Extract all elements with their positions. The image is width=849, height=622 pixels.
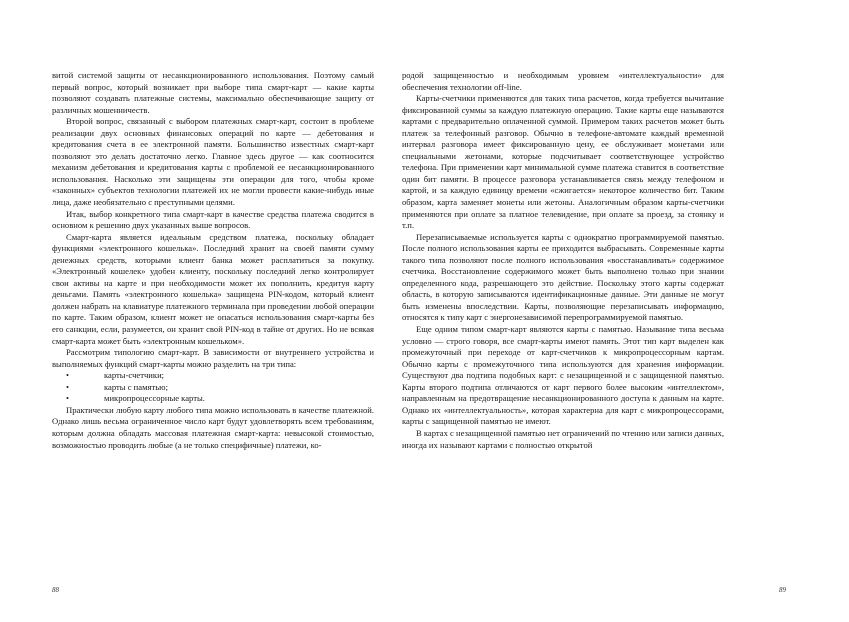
right-page-number: 89 xyxy=(779,586,786,594)
paragraph: родой защищенностью и необходимым уровнем «интеллектуальности» для обеспечения технологии off-line. xyxy=(402,70,724,92)
paragraph: Итак, выбор конкретного типа смарт-карт в качестве средства платежа сводится в основном к решению двух указанных выше вопросов. xyxy=(52,208,374,231)
paragraph: витой системой защиты от несанкционированного использования. Поэтому самый первый вопрос, который возникает при выборе типа смарт-карт — какие карты позволяют создавать платежные системы, максимально обеспечивающие защиту от различных мошенничеств. xyxy=(52,70,374,115)
paragraph: Карты-счетчики применяются для таких типа расчетов, когда требуется вычитание фиксированной суммы за каждую платежную операцию. Такие карты еще называются картами с предварительно оплаченной суммой. Примером таких расчетов может быть платеж за телефонный разговор. Обычно в телефоне-автомате каждый временной интервал разговора имеет фиксированную цену, ее обслуживает монетами или специальными жетонами, которые подсчитывает соответствующее устройство телефона. При применении карт минимальной сумме платежа ставится в соответствие один бит памяти. В процессе разговора устанавливается связь между телефоном и картой, и за каждую единицу времени «сжигается» некоторое количество бит. Таким образом, карта заменяет монеты или жетоны. Аналогичным образом карты-счетчики применяются при оплате за платное телевидение, при оплате за проезд, за стоянку и т.п. xyxy=(402,93,724,231)
paragraph: Смарт-карта является идеальным средством платежа, поскольку обладает функциями «электронного кошелька». Последний хранит на своей памяти сумму денежных средств, которыми клиент банка может расплатиться за покупку. «Электронный кошелек» удобен клиенту, поскольку последний легко контролирует свои активы на карте и при необходимости может их пополнить, кредитуя карту деньгами. Память «электронного кошелька» защищена PIN-кодом, который клиент должен набрать на клавиатуре платежного терминала при проведении любой операции по карте. Таким образом, клиент может не опасаться использования смарт-карты без его санкции, если, разумеется, он хранит свой PIN-код в тайне от других. Но не всякая смарт-карта может быть «электронным кошельком». xyxy=(52,231,374,346)
bullet-item: • микропроцессорные карты. xyxy=(52,393,374,405)
paragraph: Еще одним типом смарт-карт являются карты с памятью. Называние типа весьма условно — строго говоря, все смарт-карты имеют память. Этот тип карт выделен как промежуточный при переходе от карт-счетчиков к микропроцессорным картам. Обычно карты с промежуточного типа используются для хранения информации. Существуют два подтипа подобных карт: с незащищенной и с защищенной памятью. Карты второго подтипа отличаются от карт первого более высоким «интеллектом», направленным на предотвращение несанкционированного доступа к данным на карте. Однако их «интеллектуальность», которая характерна для карт с микропроцессорами, карты с защищенной памятью не имеют. xyxy=(402,324,724,427)
left-page xyxy=(52,70,374,451)
right-page-body xyxy=(402,70,724,451)
paragraph: Перезаписываемые используется карты с однократно программируемой памятью. После полного использования карты ее приходится выбрасывать. Современные карты такого типа позволяют после полного использования «восстанавливать» содержимое счетчика. Восстановление содержимого может быть выполнено только при знании определенного кода, разрешающего это действие. Поскольку этого карты содержат область, в которую записываются идентификационные данные. Эти данные не могут быть изменены впоследствии. Карты, позволяющие перезаписывать информацию, относятся к типу карт с энергонезависимой перепрограммируемой памятью. xyxy=(402,231,724,323)
paragraph: В картах с незащищенной памятью нет ограничений по чтению или записи данных, иногда их называют картами с полностью открытой xyxy=(402,427,724,450)
paragraph: Второй вопрос, связанный с выбором платежных смарт-карт, состоит в проблеме реализации двух основных финансовых операций по карте — дебетования и кредитования счета в ее электронной памяти. Большинство известных смарт-карт позволяют это делать достаточно легко. Главное здесь другое — как соотносится механизм дебетования и кредитования карты с проблемой ее несанкционированного использования. Насколько эти защищены эти операции для того, чтобы кроме «законных» субъектов технологии платежей их не могли провести какие-нибудь иные лица, даже необязательно с преступными целями. xyxy=(52,116,374,208)
bullet-list xyxy=(52,370,374,405)
right-page xyxy=(402,70,724,451)
paragraph: Рассмотрим типологию смарт-карт. В зависимости от внутреннего устройства и выполняемых функций смарт-карты можно разделить на три типа: xyxy=(52,347,374,369)
bullet-item: • карты с памятью; xyxy=(52,382,374,394)
left-page-body xyxy=(52,70,374,451)
paragraph: Практически любую карту любого типа можно использовать в качестве платежной. Однако лишь весьма ограниченное число карт будут удовлетворять всем требованиям, которым должна обладать массовая платежная смарт-карта: невысокой стоимостью, возможностью проводить любые (а не только специфичные) платежи, ко- xyxy=(52,404,374,450)
left-page-number: 88 xyxy=(52,586,59,594)
bullet-item: • карты-счетчики; xyxy=(52,370,374,382)
